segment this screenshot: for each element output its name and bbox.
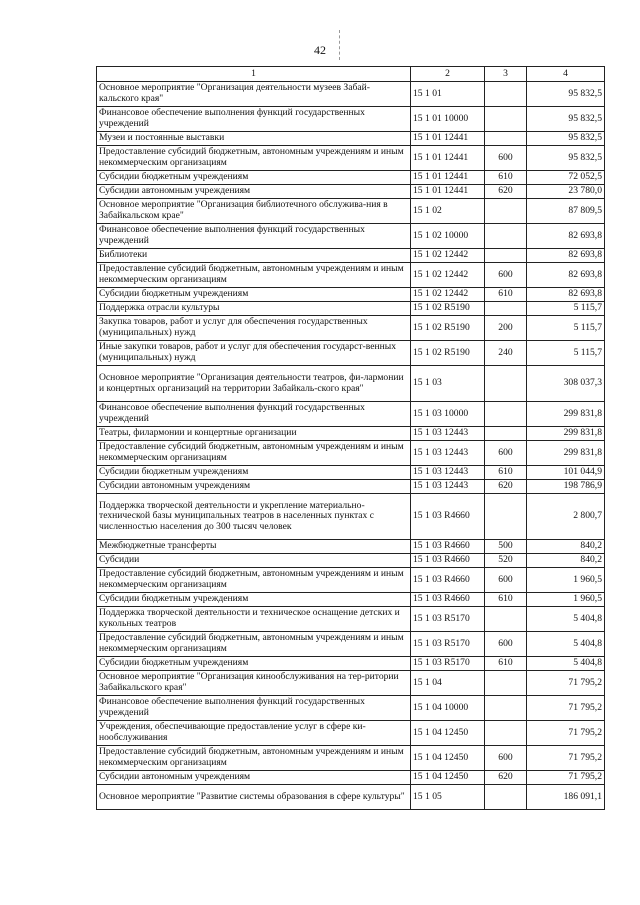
row-code: 15 1 02 R5190 — [411, 341, 485, 366]
row-amount: 95 832,5 — [527, 82, 605, 107]
row-name: Предоставление субсидий бюджетным, автономным учреждениям и иным некоммерческим организациям — [97, 568, 411, 593]
row-code: 15 1 04 10000 — [411, 696, 485, 721]
row-amount: 72 052,5 — [527, 171, 605, 185]
row-expense-type: 600 — [485, 632, 527, 657]
table-row — [97, 441, 605, 466]
row-code: 15 1 03 12443 — [411, 466, 485, 480]
row-name: Поддержка отрасли культуры — [97, 302, 411, 316]
row-name: Музеи и постоянные выставки — [97, 132, 411, 146]
row-expense-type: 600 — [485, 263, 527, 288]
row-code: 15 1 04 12450 — [411, 771, 485, 785]
table-row — [97, 171, 605, 185]
row-amount: 5 115,7 — [527, 316, 605, 341]
row-name: Учреждения, обеспечивающие предоставление услуг в сфере ки-нообслуживания — [97, 721, 411, 746]
row-expense-type: 520 — [485, 554, 527, 568]
row-amount: 2 800,7 — [527, 494, 605, 540]
row-expense-type — [485, 366, 527, 402]
row-amount: 5 404,8 — [527, 607, 605, 632]
row-name: Субсидии бюджетным учреждениям — [97, 466, 411, 480]
row-amount: 87 809,5 — [527, 199, 605, 224]
row-amount: 1 960,5 — [527, 593, 605, 607]
row-amount: 198 786,9 — [527, 480, 605, 494]
header-col-vr: 3 — [485, 67, 527, 82]
table-row — [97, 746, 605, 771]
row-expense-type — [485, 785, 527, 810]
row-expense-type: 610 — [485, 288, 527, 302]
table-row — [97, 302, 605, 316]
row-expense-type — [485, 671, 527, 696]
table-row — [97, 721, 605, 746]
row-name: Предоставление субсидий бюджетным, автономным учреждениям и иным некоммерческим организациям — [97, 441, 411, 466]
row-code: 15 1 01 12441 — [411, 146, 485, 171]
row-amount: 82 693,8 — [527, 249, 605, 263]
header-col-name: 1 — [97, 67, 411, 82]
row-amount: 5 115,7 — [527, 302, 605, 316]
row-amount: 95 832,5 — [527, 132, 605, 146]
row-name: Поддержка творческой деятельности и техническое оснащение детских и кукольных театров — [97, 607, 411, 632]
table-row — [97, 224, 605, 249]
row-name: Предоставление субсидий бюджетным, автономным учреждениям и иным некоммерческим организациям — [97, 263, 411, 288]
row-amount: 71 795,2 — [527, 696, 605, 721]
table-row — [97, 402, 605, 427]
row-code: 15 1 05 — [411, 785, 485, 810]
header-col-sum: 4 — [527, 67, 605, 82]
table-row — [97, 657, 605, 671]
table-row — [97, 607, 605, 632]
row-code: 15 1 03 R4660 — [411, 540, 485, 554]
table-row — [97, 554, 605, 568]
row-expense-type — [485, 224, 527, 249]
row-name: Предоставление субсидий бюджетным, автономным учреждениям и иным некоммерческим организациям — [97, 746, 411, 771]
budget-table — [96, 66, 605, 810]
row-name: Финансовое обеспечение выполнения функций государственных учреждений — [97, 107, 411, 132]
row-name: Субсидии бюджетным учреждениям — [97, 657, 411, 671]
row-name: Финансовое обеспечение выполнения функций государственных учреждений — [97, 224, 411, 249]
row-expense-type: 610 — [485, 657, 527, 671]
row-expense-type — [485, 302, 527, 316]
row-amount: 840,2 — [527, 554, 605, 568]
row-name: Межбюджетные трансферты — [97, 540, 411, 554]
row-code: 15 1 02 10000 — [411, 224, 485, 249]
row-code: 15 1 03 10000 — [411, 402, 485, 427]
row-expense-type — [485, 494, 527, 540]
row-amount: 1 960,5 — [527, 568, 605, 593]
row-amount: 71 795,2 — [527, 721, 605, 746]
table-row — [97, 341, 605, 366]
page-number: 42 — [314, 43, 326, 57]
row-code: 15 1 01 10000 — [411, 107, 485, 132]
row-code: 15 1 02 12442 — [411, 263, 485, 288]
row-name: Предоставление субсидий бюджетным, автономным учреждениям и иным некоммерческим организациям — [97, 632, 411, 657]
row-amount: 5 115,7 — [527, 341, 605, 366]
row-name: Закупка товаров, работ и услуг для обеспечения государственных (муниципальных) нужд — [97, 316, 411, 341]
row-amount: 82 693,8 — [527, 224, 605, 249]
row-code: 15 1 02 R5190 — [411, 302, 485, 316]
row-name: Финансовое обеспечение выполнения функций государственных учреждений — [97, 402, 411, 427]
table-row — [97, 249, 605, 263]
row-name: Финансовое обеспечение выполнения функций государственных учреждений — [97, 696, 411, 721]
row-expense-type: 500 — [485, 540, 527, 554]
row-expense-type — [485, 132, 527, 146]
row-expense-type — [485, 721, 527, 746]
row-expense-type — [485, 199, 527, 224]
row-name: Субсидии бюджетным учреждениям — [97, 288, 411, 302]
table-row — [97, 568, 605, 593]
row-expense-type — [485, 696, 527, 721]
row-expense-type — [485, 427, 527, 441]
table-row — [97, 466, 605, 480]
row-code: 15 1 04 12450 — [411, 721, 485, 746]
row-expense-type — [485, 402, 527, 427]
table-row — [97, 316, 605, 341]
row-expense-type: 600 — [485, 568, 527, 593]
table-row — [97, 82, 605, 107]
table-row — [97, 593, 605, 607]
table-row — [97, 263, 605, 288]
row-code: 15 1 03 12443 — [411, 427, 485, 441]
row-code: 15 1 03 R4660 — [411, 568, 485, 593]
row-expense-type: 620 — [485, 480, 527, 494]
row-expense-type: 600 — [485, 746, 527, 771]
header-col-code: 2 — [411, 67, 485, 82]
row-amount: 82 693,8 — [527, 263, 605, 288]
row-code: 15 1 01 12441 — [411, 185, 485, 199]
row-name: Субсидии автономным учреждениям — [97, 480, 411, 494]
row-code: 15 1 03 R5170 — [411, 607, 485, 632]
row-expense-type: 610 — [485, 466, 527, 480]
row-expense-type — [485, 82, 527, 107]
table-row — [97, 540, 605, 554]
row-name: Субсидии бюджетным учреждениям — [97, 593, 411, 607]
row-name: Основное мероприятие "Организация деятельности театров, фи-лармонии и концертных организаций на территории Забайкаль-ского края" — [97, 366, 411, 402]
row-code: 15 1 03 R4660 — [411, 593, 485, 607]
table-row — [97, 771, 605, 785]
row-code: 15 1 02 12442 — [411, 249, 485, 263]
row-expense-type: 610 — [485, 171, 527, 185]
row-amount: 101 044,9 — [527, 466, 605, 480]
row-expense-type: 240 — [485, 341, 527, 366]
row-name: Театры, филармонии и концертные организации — [97, 427, 411, 441]
row-name: Субсидии автономным учреждениям — [97, 771, 411, 785]
row-amount: 95 832,5 — [527, 107, 605, 132]
row-name: Субсидии бюджетным учреждениям — [97, 171, 411, 185]
row-code: 15 1 03 12443 — [411, 480, 485, 494]
table-row — [97, 366, 605, 402]
row-amount: 95 832,5 — [527, 146, 605, 171]
row-code: 15 1 03 R4660 — [411, 494, 485, 540]
row-expense-type: 600 — [485, 146, 527, 171]
row-amount: 308 037,3 — [527, 366, 605, 402]
row-expense-type — [485, 249, 527, 263]
table-row — [97, 132, 605, 146]
row-amount: 299 831,8 — [527, 427, 605, 441]
table-row — [97, 494, 605, 540]
table-row — [97, 146, 605, 171]
row-expense-type: 200 — [485, 316, 527, 341]
row-code: 15 1 02 R5190 — [411, 316, 485, 341]
row-code: 15 1 04 — [411, 671, 485, 696]
row-name: Предоставление субсидий бюджетным, автономным учреждениям и иным некоммерческим организациям — [97, 146, 411, 171]
row-amount: 840,2 — [527, 540, 605, 554]
row-code: 15 1 01 12441 — [411, 171, 485, 185]
row-amount: 299 831,8 — [527, 402, 605, 427]
row-code: 15 1 03 R4660 — [411, 554, 485, 568]
row-code: 15 1 03 — [411, 366, 485, 402]
row-amount: 23 780,0 — [527, 185, 605, 199]
row-code: 15 1 01 12441 — [411, 132, 485, 146]
table-row — [97, 785, 605, 810]
row-amount: 5 404,8 — [527, 632, 605, 657]
row-expense-type — [485, 107, 527, 132]
row-code: 15 1 01 — [411, 82, 485, 107]
table-row — [97, 696, 605, 721]
row-code: 15 1 02 — [411, 199, 485, 224]
row-name: Основное мероприятие "Организация библиотечного обслужива-ния в Забайкальском крае" — [97, 199, 411, 224]
table-row — [97, 632, 605, 657]
table-row — [97, 107, 605, 132]
row-name: Основное мероприятие "Развитие системы образования в сфере культуры" — [97, 785, 411, 810]
row-amount: 71 795,2 — [527, 746, 605, 771]
row-expense-type: 600 — [485, 441, 527, 466]
row-expense-type: 610 — [485, 593, 527, 607]
row-amount: 71 795,2 — [527, 671, 605, 696]
row-name: Субсидии автономным учреждениям — [97, 185, 411, 199]
table-header-row — [97, 67, 605, 82]
row-code: 15 1 03 12443 — [411, 441, 485, 466]
row-amount: 5 404,8 — [527, 657, 605, 671]
table-row — [97, 185, 605, 199]
row-expense-type — [485, 607, 527, 632]
table-row — [97, 671, 605, 696]
row-name: Основное мероприятие "Организация деятельности музеев Забай-кальского края" — [97, 82, 411, 107]
row-code: 15 1 02 12442 — [411, 288, 485, 302]
row-expense-type: 620 — [485, 185, 527, 199]
table-row — [97, 480, 605, 494]
table-row — [97, 288, 605, 302]
row-name: Поддержка творческой деятельности и укрепление материально-технической базы муниципальных театров в населенных пунктах с численностью населения до 300 тысяч человек — [97, 494, 411, 540]
row-name: Иные закупки товаров, работ и услуг для обеспечения государст-венных (муниципальных) нужд — [97, 341, 411, 366]
row-code: 15 1 04 12450 — [411, 746, 485, 771]
row-expense-type: 620 — [485, 771, 527, 785]
row-amount: 71 795,2 — [527, 771, 605, 785]
row-name: Библиотеки — [97, 249, 411, 263]
row-amount: 186 091,1 — [527, 785, 605, 810]
row-name: Основное мероприятие "Организация кинообслуживания на тер-ритории Забайкальского края" — [97, 671, 411, 696]
row-amount: 82 693,8 — [527, 288, 605, 302]
row-code: 15 1 03 R5170 — [411, 632, 485, 657]
table-row — [97, 427, 605, 441]
row-code: 15 1 03 R5170 — [411, 657, 485, 671]
row-amount: 299 831,8 — [527, 441, 605, 466]
table-row — [97, 199, 605, 224]
row-name: Субсидии — [97, 554, 411, 568]
